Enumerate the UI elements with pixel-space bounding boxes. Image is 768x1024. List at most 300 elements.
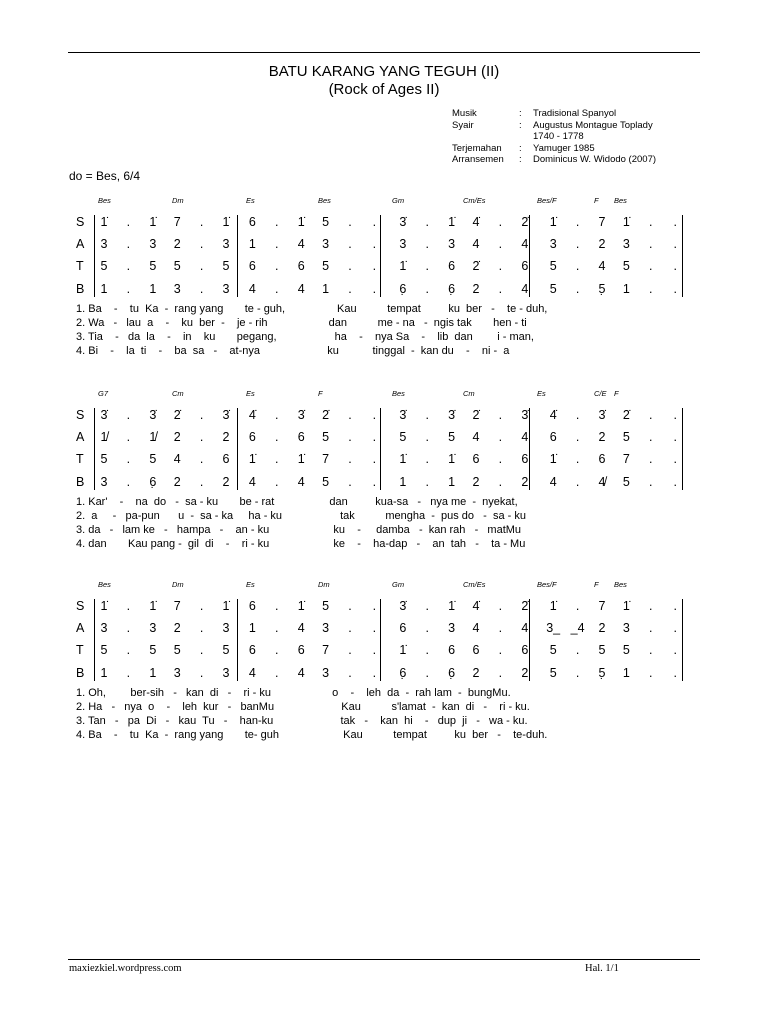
note-cell: 1 <box>100 666 108 680</box>
note-cell: 4̸ <box>598 475 606 489</box>
note-cell: . <box>275 666 279 680</box>
note-cell: 1̇ <box>399 643 407 657</box>
credit-colon: : <box>519 142 522 154</box>
chord-label: Gm <box>392 580 405 589</box>
note-cell: 5 <box>322 599 330 613</box>
note-cell: 2̇ <box>472 259 480 273</box>
voice-label: S <box>76 599 85 613</box>
note-cell: 5 <box>149 452 157 466</box>
note-cell: 2 <box>521 475 529 489</box>
note-cell: 2 <box>472 475 480 489</box>
note-cell: . <box>425 475 429 489</box>
chord-label: F <box>594 580 599 589</box>
note-cell: . <box>348 475 352 489</box>
note-cell: . <box>673 259 677 273</box>
note-cell: 6 <box>521 259 529 273</box>
chord-label: Cm/Es <box>463 196 486 205</box>
note-cell: . <box>575 408 580 422</box>
note-cell: . <box>649 599 653 613</box>
note-cell: . <box>348 430 352 444</box>
note-cell: 5̣ <box>598 282 606 296</box>
credit-value: Augustus Montague Toplady <box>533 119 653 131</box>
credit-key: Terjemahan <box>452 142 502 154</box>
note-cell: . <box>372 666 377 680</box>
note-cell: . <box>498 621 503 635</box>
note-cell: 2̇ <box>622 408 630 422</box>
song-title: BATU KARANG YANG TEGUH (II) <box>268 63 500 80</box>
chord-label: C/E <box>594 389 607 398</box>
note-cell: 2 <box>472 282 480 296</box>
note-cell: 3 <box>549 237 557 251</box>
chord-label: Es <box>246 196 255 205</box>
note-cell: 3̇ <box>521 408 529 422</box>
note-cell: . <box>673 475 677 489</box>
note-cell: . <box>199 408 204 422</box>
footer-page-number: Hal. 1/1 <box>585 963 619 974</box>
note-cell: 5 <box>549 666 557 680</box>
note-cell: 2 <box>173 475 181 489</box>
note-cell: 6 <box>297 259 305 273</box>
note-cell: 3̇ <box>399 215 407 229</box>
note-cell: 5 <box>322 475 330 489</box>
note-cell: . <box>425 643 429 657</box>
note-cell: 6 <box>248 599 256 613</box>
note-cell: 4 <box>297 237 305 251</box>
lyric-line: 4. Bi - la ti - ba sa - at-nya ku tinggal - kan du - ni - a <box>76 345 510 357</box>
credit-row <box>452 154 656 166</box>
note-cell: 5 <box>549 282 557 296</box>
note-cell: 5 <box>549 259 557 273</box>
note-cell: . <box>199 215 204 229</box>
note-cell: 7 <box>173 599 181 613</box>
note-cell: 3 <box>173 666 181 680</box>
note-cell: . <box>126 452 131 466</box>
note-cell: 3̇ <box>297 408 305 422</box>
note-cell: 3 <box>222 621 230 635</box>
note-cell: 4 <box>297 621 305 635</box>
note-cell: . <box>498 643 503 657</box>
note-cell: 2̇ <box>322 408 330 422</box>
note-cell: 6̣ <box>399 282 407 296</box>
note-cell: 1̇ <box>399 452 407 466</box>
voice-label: A <box>76 621 85 635</box>
lyric-line: 2. a - pa-pun u - sa - ka ha - ku tak mengha - pus do - sa - ku <box>76 510 526 522</box>
note-cell: . <box>372 408 377 422</box>
note-cell: . <box>425 237 429 251</box>
lyric-line: 1. Oh, ber-sih - kan di - ri - ku o - leh da - rah lam - bungMu. <box>76 687 511 699</box>
barline <box>94 599 95 681</box>
note-cell: . <box>425 282 429 296</box>
note-cell: 3 <box>100 237 108 251</box>
note-cell: . <box>275 430 279 444</box>
note-cell: 1 <box>248 621 256 635</box>
note-cell: 5 <box>448 430 456 444</box>
note-cell: 5 <box>598 643 606 657</box>
note-cell: 1̇ <box>448 599 456 613</box>
note-cell: . <box>425 430 429 444</box>
note-cell: . <box>649 259 653 273</box>
note-cell: . <box>348 282 352 296</box>
note-cell: . <box>673 282 677 296</box>
note-cell: 6̣ <box>448 666 456 680</box>
note-cell: 2 <box>222 475 230 489</box>
note-cell: 5 <box>399 430 407 444</box>
note-cell: . <box>498 259 503 273</box>
credit-colon <box>519 131 533 143</box>
note-cell: 2 <box>598 621 606 635</box>
note-cell: . <box>425 621 429 635</box>
note-cell: . <box>498 282 503 296</box>
credit-value: Tradisional Spanyol <box>533 108 617 119</box>
note-cell: 4̇ <box>549 408 557 422</box>
chord-label: Cm/Es <box>463 580 486 589</box>
note-cell: 4 <box>173 452 181 466</box>
note-cell: 6̣ <box>399 666 407 680</box>
note-cell: 6 <box>448 643 456 657</box>
note-cell: 4 <box>521 621 529 635</box>
note-cell: . <box>199 621 204 635</box>
note-cell: 5 <box>622 475 630 489</box>
note-cell: 1̇ <box>448 452 456 466</box>
note-cell: . <box>372 237 377 251</box>
note-cell: 3 <box>222 237 230 251</box>
note-cell: 2 <box>598 430 606 444</box>
note-cell: 5 <box>622 430 630 444</box>
note-cell: 3 <box>100 621 108 635</box>
note-cell: 3̇ <box>399 599 407 613</box>
note-cell: 5 <box>149 259 157 273</box>
note-cell: 4 <box>521 430 529 444</box>
note-cell: 1̇ <box>549 215 557 229</box>
note-cell: 1̇ <box>622 215 630 229</box>
note-cell: . <box>348 408 352 422</box>
note-cell: . <box>126 430 131 444</box>
note-cell: 2 <box>222 430 230 444</box>
note-cell: 3 <box>622 237 630 251</box>
note-cell: . <box>498 408 503 422</box>
credit-key: Syair <box>452 119 474 131</box>
note-cell: 3 <box>222 282 230 296</box>
note-cell: 6 <box>248 215 256 229</box>
note-cell: 3̇ <box>222 408 230 422</box>
note-cell: 6̣ <box>149 475 157 489</box>
note-cell: . <box>199 666 204 680</box>
note-cell: . <box>126 599 131 613</box>
footer-rule <box>68 959 700 960</box>
note-cell: . <box>199 430 204 444</box>
note-cell: 1̇ <box>448 215 456 229</box>
note-cell: 7 <box>173 215 181 229</box>
credit-value: 1740 - 1778 <box>533 131 584 142</box>
note-cell: . <box>348 643 352 657</box>
note-cell: 4̇ <box>472 215 480 229</box>
note-cell: 3 <box>322 621 330 635</box>
note-cell: . <box>673 666 677 680</box>
note-cell: 6 <box>521 452 529 466</box>
note-cell: . <box>126 282 131 296</box>
note-cell: 6 <box>297 430 305 444</box>
note-cell: . <box>673 237 677 251</box>
note-cell: 6 <box>222 452 230 466</box>
note-cell: 4 <box>248 282 256 296</box>
note-cell: . <box>372 621 377 635</box>
note-cell: . <box>348 666 352 680</box>
note-cell: 7 <box>322 452 330 466</box>
note-cell: 3 <box>622 621 630 635</box>
note-cell: . <box>199 259 204 273</box>
note-cell: . <box>673 215 677 229</box>
note-cell: 1̇ <box>100 215 108 229</box>
voice-label: A <box>76 430 85 444</box>
note-cell: 4 <box>472 621 480 635</box>
note-cell: 1̇ <box>399 259 407 273</box>
note-cell: . <box>348 599 352 613</box>
note-cell: . <box>649 215 653 229</box>
song-subtitle: (Rock of Ages II) <box>328 81 440 98</box>
note-cell: 2 <box>472 666 480 680</box>
note-cell: . <box>275 259 279 273</box>
note-cell: . <box>425 666 429 680</box>
note-cell: . <box>348 215 352 229</box>
note-cell: . <box>575 666 580 680</box>
chord-label: F <box>614 389 619 398</box>
note-cell: _4 <box>570 621 585 635</box>
footer-website: maxiezkiel.wordpress.com <box>69 963 182 974</box>
note-cell: . <box>649 475 653 489</box>
note-cell: . <box>673 408 677 422</box>
note-cell: 6̣ <box>448 282 456 296</box>
voice-label: B <box>76 282 85 296</box>
note-cell: 4 <box>549 475 557 489</box>
note-cell: 1 <box>100 282 108 296</box>
note-cell: 3 <box>149 237 157 251</box>
note-cell: . <box>199 475 204 489</box>
note-cell: 6 <box>248 643 256 657</box>
note-cell: . <box>649 282 653 296</box>
note-cell: . <box>575 452 580 466</box>
note-cell: . <box>275 215 279 229</box>
chord-label: Es <box>537 389 546 398</box>
barline <box>237 408 238 490</box>
note-cell: . <box>126 666 131 680</box>
chord-label: Bes <box>614 196 627 205</box>
credit-row <box>452 120 656 132</box>
note-cell: 6 <box>598 452 606 466</box>
note-cell: 1̇ <box>297 452 305 466</box>
note-cell: . <box>575 475 580 489</box>
note-cell: . <box>575 259 580 273</box>
lyric-line: 2. Ha - nya o - leh kur - banMu Kau s'lamat - kan di - ri - ku. <box>76 701 530 713</box>
note-cell: 6 <box>248 259 256 273</box>
note-cell: . <box>372 475 377 489</box>
note-cell: 5 <box>322 215 330 229</box>
note-cell: . <box>649 643 653 657</box>
note-cell: 7 <box>322 643 330 657</box>
note-cell: 1 <box>622 282 630 296</box>
barline <box>237 599 238 681</box>
note-cell: . <box>498 215 503 229</box>
chord-label: Dm <box>172 196 184 205</box>
note-cell: 2̇ <box>173 408 181 422</box>
note-cell: 4̇ <box>248 408 256 422</box>
credit-value: Dominicus W. Widodo (2007) <box>533 154 657 165</box>
note-cell: 5 <box>173 643 181 657</box>
credit-row <box>452 143 656 155</box>
voice-label: T <box>76 452 84 466</box>
note-cell: 5 <box>222 259 230 273</box>
note-cell: . <box>275 408 279 422</box>
note-cell: 5 <box>322 430 330 444</box>
note-cell: . <box>199 599 204 613</box>
chord-label: F <box>318 389 323 398</box>
note-cell: 3 <box>100 475 108 489</box>
note-cell: . <box>126 215 131 229</box>
chord-label: Dm <box>318 580 330 589</box>
note-cell: . <box>199 643 204 657</box>
note-cell: 2 <box>173 430 181 444</box>
note-cell: 4̇ <box>472 599 480 613</box>
note-cell: 1̇ <box>297 215 305 229</box>
credit-value: Yamuger 1985 <box>533 142 595 154</box>
note-cell: 4 <box>598 259 606 273</box>
note-cell: . <box>275 452 279 466</box>
note-cell: 4 <box>297 666 305 680</box>
note-cell: . <box>649 666 653 680</box>
note-cell: 5 <box>222 643 230 657</box>
note-cell: 2 <box>173 621 181 635</box>
note-cell: . <box>372 599 377 613</box>
note-cell: 1̇ <box>222 599 230 613</box>
note-cell: 1̇ <box>549 599 557 613</box>
note-cell: 4 <box>521 282 529 296</box>
note-cell: 3 <box>149 621 157 635</box>
note-cell: . <box>575 237 580 251</box>
note-cell: 1̇ <box>549 452 557 466</box>
note-cell: 4 <box>248 666 256 680</box>
note-cell: . <box>673 621 677 635</box>
note-cell: . <box>575 282 580 296</box>
chord-label: Bes <box>614 580 627 589</box>
note-cell: . <box>498 599 503 613</box>
note-cell: 1̇ <box>222 215 230 229</box>
lyric-line: 2. Wa - lau a - ku ber - je - rih dan me - na - ngis tak hen - ti <box>76 317 527 329</box>
note-cell: 3 <box>322 237 330 251</box>
note-cell: 1̇ <box>297 599 305 613</box>
credit-colon: : <box>519 119 522 131</box>
note-cell: . <box>575 215 580 229</box>
note-cell: . <box>425 259 429 273</box>
note-cell: 4 <box>472 237 480 251</box>
note-cell: 7 <box>598 215 606 229</box>
note-cell: . <box>425 408 429 422</box>
note-cell: 6 <box>448 259 456 273</box>
chord-label: Bes <box>98 580 111 589</box>
chord-label: Bes/F <box>537 196 557 205</box>
lyric-line: 3. da - lam ke - hampa - an - ku ku - damba - kan rah - matMu <box>76 524 522 536</box>
note-cell: 7 <box>622 452 630 466</box>
voice-label: A <box>76 237 85 251</box>
note-cell: . <box>199 282 204 296</box>
note-cell: . <box>575 599 580 613</box>
chord-label: Bes <box>318 196 331 205</box>
note-cell: 2 <box>598 237 606 251</box>
voice-label: B <box>76 475 85 489</box>
chord-label: Gm <box>392 196 405 205</box>
note-cell: . <box>673 452 677 466</box>
note-cell: 3̇ <box>598 408 606 422</box>
note-cell: 2̇ <box>521 599 529 613</box>
note-cell: . <box>275 237 279 251</box>
note-cell: 3̇ <box>448 408 456 422</box>
voice-label: S <box>76 215 85 229</box>
barline <box>94 215 95 297</box>
note-cell: . <box>348 452 352 466</box>
note-cell: 6 <box>248 430 256 444</box>
lyric-line: 3. Tia - da la - in ku pegang, ha - nya Sa - lib dan i - man, <box>76 331 534 343</box>
chord-label: G7 <box>98 389 109 398</box>
note-cell: . <box>425 215 429 229</box>
voice-label: T <box>76 259 84 273</box>
note-cell: 5 <box>322 259 330 273</box>
note-cell: 2̇ <box>521 215 529 229</box>
note-cell: . <box>199 237 204 251</box>
note-cell: 2 <box>521 666 529 680</box>
note-cell: 3_ <box>546 621 561 635</box>
note-cell: . <box>372 643 377 657</box>
note-cell: 1 <box>622 666 630 680</box>
note-cell: . <box>498 237 503 251</box>
header-rule <box>68 52 700 53</box>
credit-key: Arransemen <box>452 154 504 165</box>
note-cell: . <box>126 643 131 657</box>
chord-label: Bes <box>98 196 111 205</box>
note-cell: . <box>425 599 429 613</box>
note-cell: 3 <box>399 237 407 251</box>
note-cell: . <box>372 430 377 444</box>
note-cell: 6 <box>521 643 529 657</box>
note-cell: 4 <box>521 237 529 251</box>
note-cell: . <box>348 259 352 273</box>
note-cell: . <box>649 452 653 466</box>
chord-label: Es <box>246 389 255 398</box>
note-cell: . <box>673 643 677 657</box>
note-cell: 5 <box>622 259 630 273</box>
note-cell: 6 <box>399 621 407 635</box>
note-cell: . <box>649 408 653 422</box>
credit-colon: : <box>519 108 522 119</box>
note-cell: 1 <box>399 475 407 489</box>
note-cell: 1̇ <box>622 599 630 613</box>
chord-label: Dm <box>172 580 184 589</box>
note-cell: 2 <box>173 237 181 251</box>
note-cell: 3̇ <box>100 408 108 422</box>
note-cell: . <box>498 452 503 466</box>
note-cell: . <box>372 282 377 296</box>
note-cell: 1̇ <box>149 599 157 613</box>
chord-label: Bes <box>392 389 405 398</box>
note-cell: 6 <box>472 643 480 657</box>
note-cell: 3 <box>322 666 330 680</box>
note-cell: . <box>275 599 279 613</box>
note-cell: 5 <box>549 643 557 657</box>
note-cell: . <box>498 475 503 489</box>
note-cell: 4 <box>297 282 305 296</box>
note-cell: . <box>199 452 204 466</box>
note-cell: 1 <box>322 282 330 296</box>
note-cell: 4 <box>472 430 480 444</box>
note-cell: 3 <box>448 621 456 635</box>
note-cell: 1̸ <box>100 430 108 444</box>
